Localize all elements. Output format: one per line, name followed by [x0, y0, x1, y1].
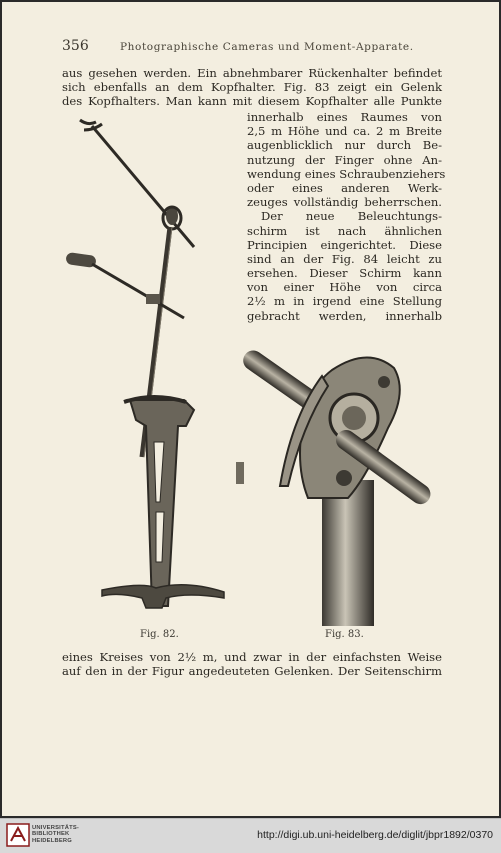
text-line: des Kopfhalters. Man kann mit diesem Kopfhalter alle Punkte [62, 94, 442, 109]
column-text [247, 110, 446, 323]
logo-line: HEIDELBERG [32, 837, 73, 844]
text-line: wendung eines Schraubenziehers [247, 166, 446, 181]
text-line: innerhalb eines Raumes von [247, 110, 442, 124]
library-logo-text [32, 825, 79, 844]
text-line: nutzung der Finger ohne An- [247, 152, 442, 167]
text-line: oder eines anderen Werk- [247, 180, 442, 195]
page-number: 356 [62, 38, 89, 54]
fig82-illustration [62, 112, 242, 627]
permalink-url[interactable]: http://digi.ub.uni-heidelberg.de/diglit/jbpr1892/0370 [257, 829, 493, 841]
logo-line: UNIVERSITÄTS- [32, 825, 80, 831]
body-text-bottom [62, 650, 442, 678]
text-line: gebracht werden, innerhalb [247, 308, 442, 323]
body-text-top [62, 66, 442, 109]
logo-line: BIBLIOTHEK [32, 831, 70, 838]
library-logo-icon [6, 823, 30, 847]
text-line: ersehen. Dieser Schirm kann [247, 266, 442, 281]
running-head: Photographische Cameras und Moment-Apparate. [120, 41, 414, 53]
text-line: schirm ist nach ähnlichen [247, 223, 442, 238]
text-line: zeuges vollständig beherrschen. [247, 195, 442, 210]
page-header [62, 38, 442, 54]
fig83-caption: Fig. 83. [325, 629, 364, 640]
text-line: auf den in der Figur angedeuteten Gelenken. Der Seitenschirm [62, 664, 442, 679]
fig83-illustration [236, 330, 442, 626]
text-line: sind an der Fig. 84 leicht zu [247, 251, 442, 266]
text-line: Principien eingerichtet. Diese [247, 237, 442, 252]
text-line: augenblicklich nur durch Be- [247, 138, 442, 153]
text-line: 2,5 m Höhe und ca. 2 m Breite [247, 124, 442, 139]
text-line: sich ebenfalls an dem Kopfhalter. Fig. 83 zeigt ein Gelenk [62, 80, 442, 95]
text-line: aus gesehen werden. Ein abnehmbarer Rückenhalter befindet [62, 66, 442, 80]
text-line: Der neue Beleuchtungs- [261, 209, 442, 224]
viewer-footer [0, 818, 501, 853]
text-line: von einer Höhe von circa [247, 280, 442, 295]
text-line: eines Kreises von 2½ m, und zwar in der einfachsten Weise [62, 650, 442, 664]
text-line: 2½ m in irgend eine Stellung [247, 294, 442, 309]
fig82-caption: Fig. 82. [140, 629, 179, 640]
